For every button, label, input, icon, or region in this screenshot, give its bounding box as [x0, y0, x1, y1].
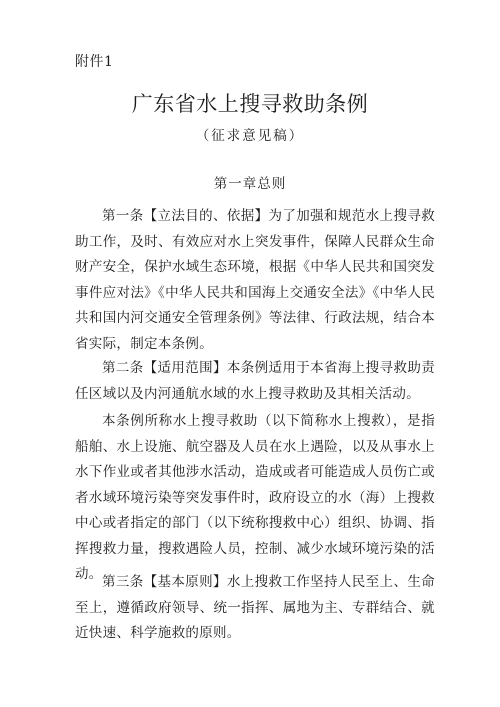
document-subtitle: （征求意见稿） [195, 128, 305, 144]
article-1-paragraph: 第一条【立法目的、依据】为了加强和规范水上搜寻救助工作，及时、有效应对水上突发事件，保障人民群众生命财产安全，保护水域生态环境，根据《中华人民共和国突发事件应对法》《中华人民共和国海上交通安全法》《中华人民共和国内河交通安全管理条例》等法律、行政法规，结合本省实际，制定本条例。 [75, 208, 435, 352]
article-2-paragraph: 第二条【适用范围】本条例适用于本省海上搜寻救助责任区域以及内河通航水域的水上搜寻救助及其相关活动。 [75, 360, 435, 402]
attachment-label: 附件1 [75, 54, 114, 70]
article-3-paragraph: 第三条【基本原则】水上搜救工作坚持人民至上、生命至上，遵循政府领导、统一指挥、属地为主、专群结合、就近快速、科学施救的原则。 [75, 574, 435, 641]
article-2-definition-paragraph: 本条例所称水上搜寻救助（以下简称水上搜救），是指船舶、水上设施、航空器及人员在水上遇险，以及从事水上水下作业或者其他涉水活动，造成或者可能造成人员伤亡或者水域环境污染等突发事件时，政府设立的水（海）上搜救中心或者指定的部门（以下统称搜救中心）组织、协调、指挥搜救力量，搜救遇险人员，控制、减少水域环境污染的活动。 [75, 413, 435, 582]
chapter-heading: 第一章总则 [213, 176, 287, 192]
document-title: 广东省水上搜寻救助条例 [131, 92, 369, 116]
